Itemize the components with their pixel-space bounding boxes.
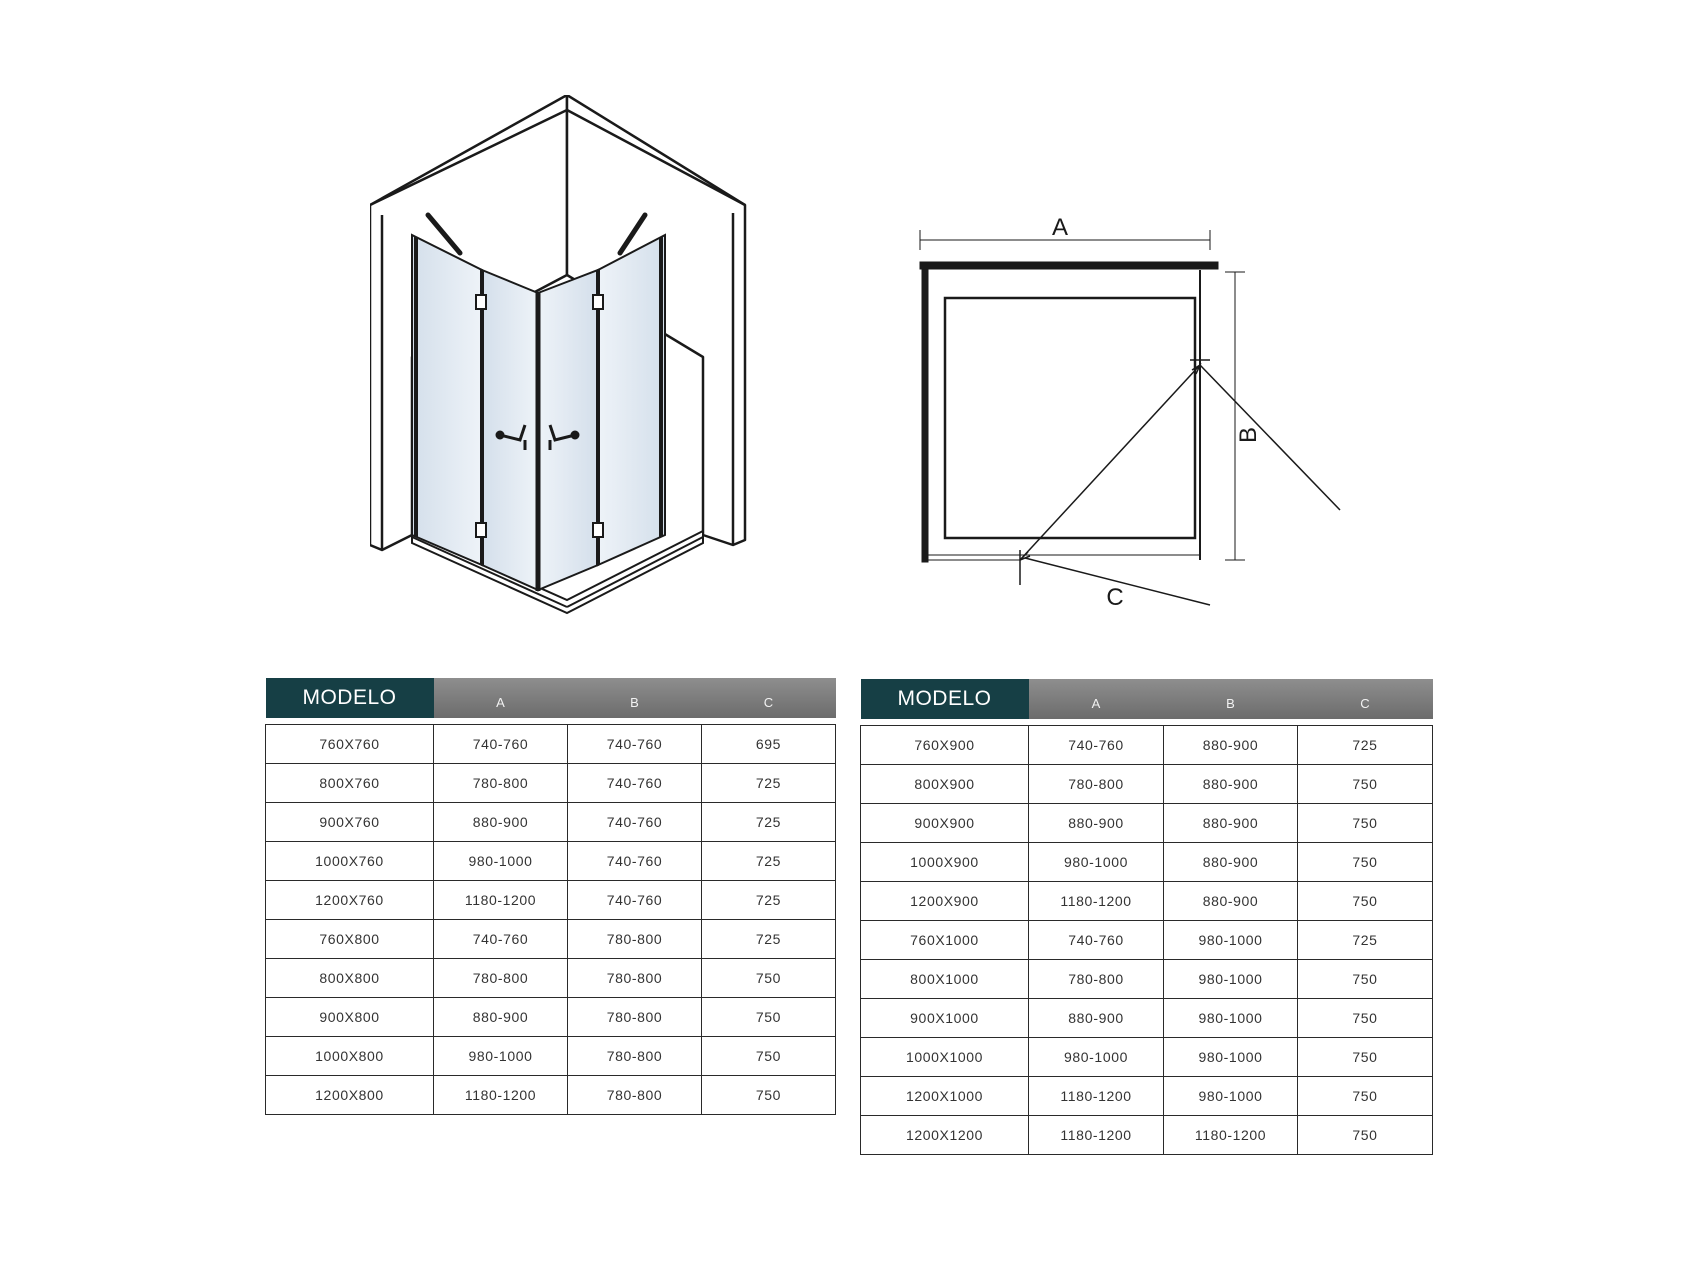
cell-model: 760X800 — [266, 920, 434, 959]
cell-model: 1200X1000 — [861, 1077, 1029, 1116]
table-row — [861, 1038, 1433, 1077]
door-swing — [1020, 360, 1340, 605]
cell-c: 750 — [1298, 999, 1433, 1038]
table-row — [861, 726, 1433, 765]
cell-model: 1200X800 — [266, 1076, 434, 1115]
cell-a: 1180-1200 — [1029, 882, 1164, 921]
cell-c: 750 — [1298, 804, 1433, 843]
cell-a: 780-800 — [1029, 960, 1164, 999]
cell-b: 1180-1200 — [1164, 1116, 1298, 1155]
table-row — [266, 803, 836, 842]
cell-a: 740-760 — [434, 920, 568, 959]
cell-a: 1180-1200 — [1029, 1116, 1164, 1155]
cell-model: 1200X900 — [861, 882, 1029, 921]
cell-a: 980-1000 — [434, 1037, 568, 1076]
cell-c: 695 — [702, 725, 836, 764]
header-a: A — [434, 678, 568, 718]
cell-model: 900X1000 — [861, 999, 1029, 1038]
cell-b: 980-1000 — [1164, 1038, 1298, 1077]
cell-c: 750 — [1298, 1077, 1433, 1116]
cell-c: 750 — [702, 998, 836, 1037]
cell-model: 800X800 — [266, 959, 434, 998]
cell-b: 880-900 — [1164, 882, 1298, 921]
table-row — [861, 921, 1433, 960]
dimension-a-label: A — [1051, 214, 1069, 241]
cell-model: 800X1000 — [861, 960, 1029, 999]
cell-model: 760X900 — [861, 726, 1029, 765]
cell-b: 740-760 — [568, 842, 702, 881]
cell-b: 740-760 — [568, 764, 702, 803]
table-row — [861, 882, 1433, 921]
table-row — [861, 765, 1433, 804]
cell-model: 900X760 — [266, 803, 434, 842]
cell-c: 750 — [1298, 960, 1433, 999]
table-row — [861, 999, 1433, 1038]
dimension-c-label: C — [1106, 584, 1124, 611]
cell-a: 1180-1200 — [434, 881, 568, 920]
table-row — [861, 1116, 1433, 1155]
cell-c: 750 — [1298, 843, 1433, 882]
cell-c: 750 — [1298, 1116, 1433, 1155]
cell-b: 980-1000 — [1164, 999, 1298, 1038]
table-row — [266, 881, 836, 920]
cell-b: 880-900 — [1164, 765, 1298, 804]
header-c: C — [1298, 679, 1433, 719]
table-row — [861, 960, 1433, 999]
cell-model: 760X1000 — [861, 921, 1029, 960]
cell-b: 780-800 — [568, 920, 702, 959]
cell-a: 740-760 — [1029, 921, 1164, 960]
cell-b: 980-1000 — [1164, 921, 1298, 960]
cell-b: 780-800 — [568, 1076, 702, 1115]
table-row — [861, 1077, 1433, 1116]
cell-c: 725 — [702, 764, 836, 803]
table-row — [266, 1076, 836, 1115]
plan-view-diagram — [900, 210, 1360, 620]
size-table-left — [265, 678, 836, 1115]
cell-b: 880-900 — [1164, 726, 1298, 765]
cell-b: 780-800 — [568, 1037, 702, 1076]
cell-model: 1000X760 — [266, 842, 434, 881]
cell-a: 1180-1200 — [1029, 1077, 1164, 1116]
cell-model: 1000X1000 — [861, 1038, 1029, 1077]
table-row — [266, 920, 836, 959]
cell-b: 780-800 — [568, 998, 702, 1037]
cell-b: 980-1000 — [1164, 1077, 1298, 1116]
cell-model: 900X800 — [266, 998, 434, 1037]
cell-b: 780-800 — [568, 959, 702, 998]
dimension-b — [1225, 272, 1245, 560]
size-table-right — [860, 679, 1433, 1155]
table-row — [266, 959, 836, 998]
table-row — [266, 725, 836, 764]
cell-model: 1200X760 — [266, 881, 434, 920]
cell-a: 1180-1200 — [434, 1076, 568, 1115]
cell-model: 900X900 — [861, 804, 1029, 843]
cell-b: 980-1000 — [1164, 960, 1298, 999]
header-c: C — [702, 678, 836, 718]
cell-model: 1000X900 — [861, 843, 1029, 882]
cell-model: 760X760 — [266, 725, 434, 764]
table-row — [266, 998, 836, 1037]
cell-a: 980-1000 — [434, 842, 568, 881]
dimension-b-label: B — [1235, 426, 1262, 444]
cell-a: 740-760 — [434, 725, 568, 764]
cell-a: 880-900 — [434, 998, 568, 1037]
cell-c: 725 — [702, 881, 836, 920]
cell-c: 725 — [702, 842, 836, 881]
cell-c: 750 — [702, 1076, 836, 1115]
header-a: A — [1029, 679, 1164, 719]
cell-c: 725 — [702, 803, 836, 842]
cell-b: 740-760 — [568, 725, 702, 764]
table-row — [861, 843, 1433, 882]
cell-model: 800X900 — [861, 765, 1029, 804]
header-b: B — [568, 678, 702, 718]
shower-enclosure-illustration — [370, 95, 770, 675]
cell-a: 980-1000 — [1029, 1038, 1164, 1077]
table-header — [266, 678, 836, 718]
table-header — [861, 679, 1433, 719]
cell-a: 880-900 — [1029, 804, 1164, 843]
header-modelo: MODELO — [266, 678, 434, 718]
cell-c: 750 — [702, 959, 836, 998]
cell-a: 780-800 — [434, 764, 568, 803]
cell-a: 780-800 — [1029, 765, 1164, 804]
table-row — [266, 764, 836, 803]
header-modelo: MODELO — [861, 679, 1029, 719]
cell-b: 740-760 — [568, 803, 702, 842]
cell-b: 740-760 — [568, 881, 702, 920]
cell-c: 725 — [1298, 726, 1433, 765]
table-row — [266, 842, 836, 881]
cell-c: 725 — [1298, 921, 1433, 960]
cell-c: 725 — [702, 920, 836, 959]
cell-b: 880-900 — [1164, 804, 1298, 843]
cell-a: 980-1000 — [1029, 843, 1164, 882]
cell-a: 780-800 — [434, 959, 568, 998]
cell-c: 750 — [1298, 1038, 1433, 1077]
table-row — [266, 1037, 836, 1076]
cell-c: 750 — [1298, 882, 1433, 921]
table-row — [861, 804, 1433, 843]
cell-c: 750 — [702, 1037, 836, 1076]
cell-c: 750 — [1298, 765, 1433, 804]
cell-model: 1200X1200 — [861, 1116, 1029, 1155]
cell-model: 1000X800 — [266, 1037, 434, 1076]
cell-a: 880-900 — [434, 803, 568, 842]
cell-a: 880-900 — [1029, 999, 1164, 1038]
cell-b: 880-900 — [1164, 843, 1298, 882]
header-b: B — [1164, 679, 1298, 719]
enclosure-outline — [920, 262, 1218, 562]
cell-model: 800X760 — [266, 764, 434, 803]
cell-a: 740-760 — [1029, 726, 1164, 765]
